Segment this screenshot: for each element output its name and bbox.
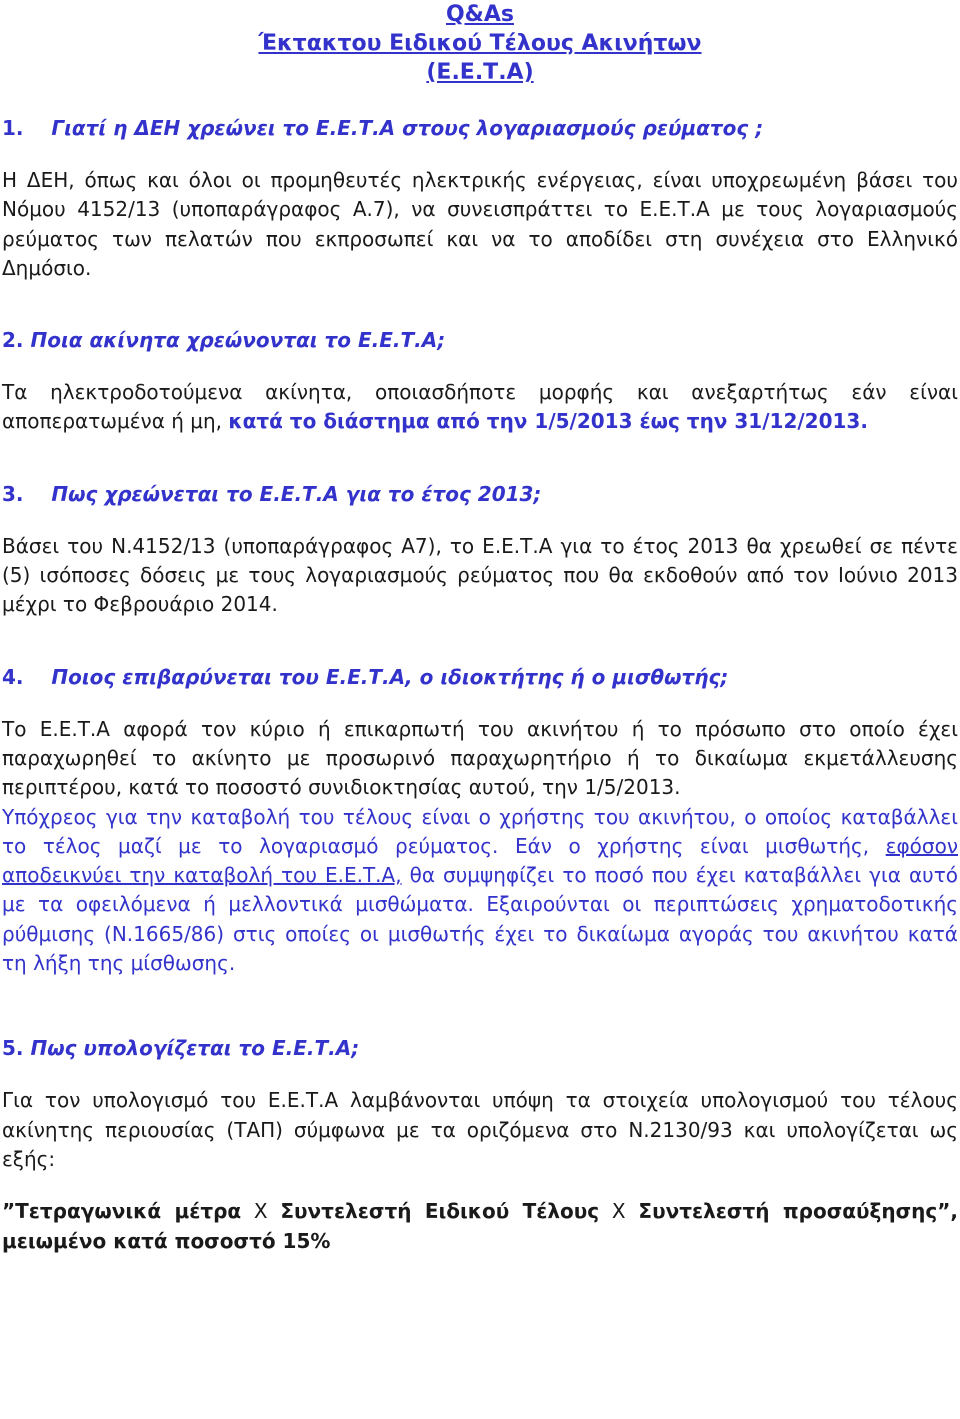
formula-multiply-1: Χ xyxy=(241,1199,281,1224)
question-4-text: Ποιος επιβαρύνεται του Ε.Ε.Τ.Α, ο ιδιοκτήτης ή ο μισθωτής; xyxy=(51,664,729,689)
answer-2-plain: Τα ηλεκτροδοτούμενα ακίνητα, οποιασδήποτε μορφής και ανεξαρτήτως εάν είναι αποπερατωμένα ή μη, xyxy=(2,380,958,434)
question-4 xyxy=(2,663,958,692)
formula-surcharge-factor: Συντελεστή προσαύξησης”, μειωμένο κατά ποσοστό 15% xyxy=(2,1199,958,1253)
question-4-number: 4. xyxy=(2,664,24,689)
question-2-text: Ποια ακίνητα χρεώνονται το Ε.Ε.Τ.Α; xyxy=(30,328,446,353)
answer-4-underlined: εφόσον αποδεικνύει την καταβολή του Ε.Ε.Τ.Α, xyxy=(2,833,958,888)
title-abbreviation: (Ε.Ε.Τ.Α) xyxy=(426,60,534,85)
answer-2 xyxy=(2,378,958,437)
answer-4-text-after: θα συμψηφίζει το ποσό που έχει καταβάλλει για αυτό με τα οφειλόμενα ή μελλοντικά μισθώματα. Εξαιρούνται οι περιπτώσεις χρηματοδοτικής ρύθμισης (Ν.1665/86) στις οποίες οι μισθωτής έχει το δικαίωμα αγοράς του ακινήτου κατά τη λήξη της μίσθωσης. xyxy=(2,863,958,976)
title-qas: Q&As xyxy=(445,2,514,27)
question-5 xyxy=(2,1034,958,1063)
question-3 xyxy=(2,480,958,509)
question-5-number: 5. xyxy=(2,1036,24,1061)
answer-4-paragraph-1: Το Ε.Ε.Τ.Α αφορά τον κύριο ή επικαρπωτή του ακινήτου ή το πρόσωπο στο οποίο έχει παραχωρηθεί το ακίνητο με προσωρινό παραχωρητήριο ή το δικαίωμα εκμετάλλευσης περιπτέρου, κατά το ποσοστό συνιδιοκτησίας αυτού, την 1/5/2013. xyxy=(2,716,958,800)
answer-3: Βάσει του Ν.4152/13 (υποπαράγραφος Α7), το Ε.Ε.Τ.Α για το έτος 2013 θα χρεωθεί σε πέντε (5) ισόποσες δόσεις με τους λογαριασμούς ρεύματος που θα εκδοθούν από τον Ιούνιο 2013 μέχρι το Φεβρουάριο 2014. xyxy=(2,533,958,617)
formula-square-meters: ”Τετραγωνικά μέτρα xyxy=(2,1199,242,1224)
question-5-text: Πως υπολογίζεται το Ε.Ε.Τ.Α; xyxy=(30,1036,360,1061)
answer-4-text-before: Υπόχρεος για την καταβολή του τέλους είναι ο χρήστης του ακινήτου, ο οποίος καταβάλλει το τέλος μαζί με το λογαριασμό ρεύματος. Εάν ο χρήστης είναι μισθωτής, xyxy=(2,804,958,858)
answer-4-paragraph-2 xyxy=(2,803,958,979)
answer-1: Η ΔΕΗ, όπως και όλοι οι προμηθευτές ηλεκτρικής ενέργειας, είναι υποχρεωμένη βάσει του Νόμου 4152/13 (υποπαράγραφος Α.7), να συνεισπράττει το Ε.Ε.Τ.Α με τους λογαριασμούς ρεύματος των πελατών που εκπροσωπεί και να το αποδίδει στη συνέχεια στο Ελληνικό Δημόσιο. xyxy=(2,168,958,280)
question-1-number: 1. xyxy=(2,116,24,140)
question-1 xyxy=(2,114,958,143)
formula-special-fee-factor: Συντελεστή Ειδικού Τέλους xyxy=(280,1199,600,1224)
question-3-text: Πως χρεώνεται το Ε.Ε.Τ.Α για το έτος 2013; xyxy=(51,481,542,506)
formula-multiply-2: Χ xyxy=(599,1199,639,1224)
question-1-text: Γιατί η ΔΕΗ χρεώνει το Ε.Ε.Τ.Α στους λογαριασμούς ρεύματος ; xyxy=(51,116,764,140)
question-2 xyxy=(2,326,958,355)
question-2-number: 2. xyxy=(2,328,24,353)
title-name: Έκτακτου Ειδικού Τέλους Ακινήτων xyxy=(258,31,702,56)
answer-5: Για τον υπολογισμό του Ε.Ε.Τ.Α λαμβάνονται υπόψη τα στοιχεία υπολογισμού του τέλους ακίνητης περιουσίας (ΤΑΠ) σύμφωνα με τα οριζόμενα στο Ν.2130/93 και υπολογίζεται ως εξής: xyxy=(2,1088,958,1171)
calculation-formula xyxy=(2,1197,958,1256)
document-title xyxy=(2,0,958,87)
question-3-number: 3. xyxy=(2,481,24,506)
answer-2-period: κατά το διάστημα από την 1/5/2013 έως την 31/12/2013. xyxy=(228,409,868,434)
